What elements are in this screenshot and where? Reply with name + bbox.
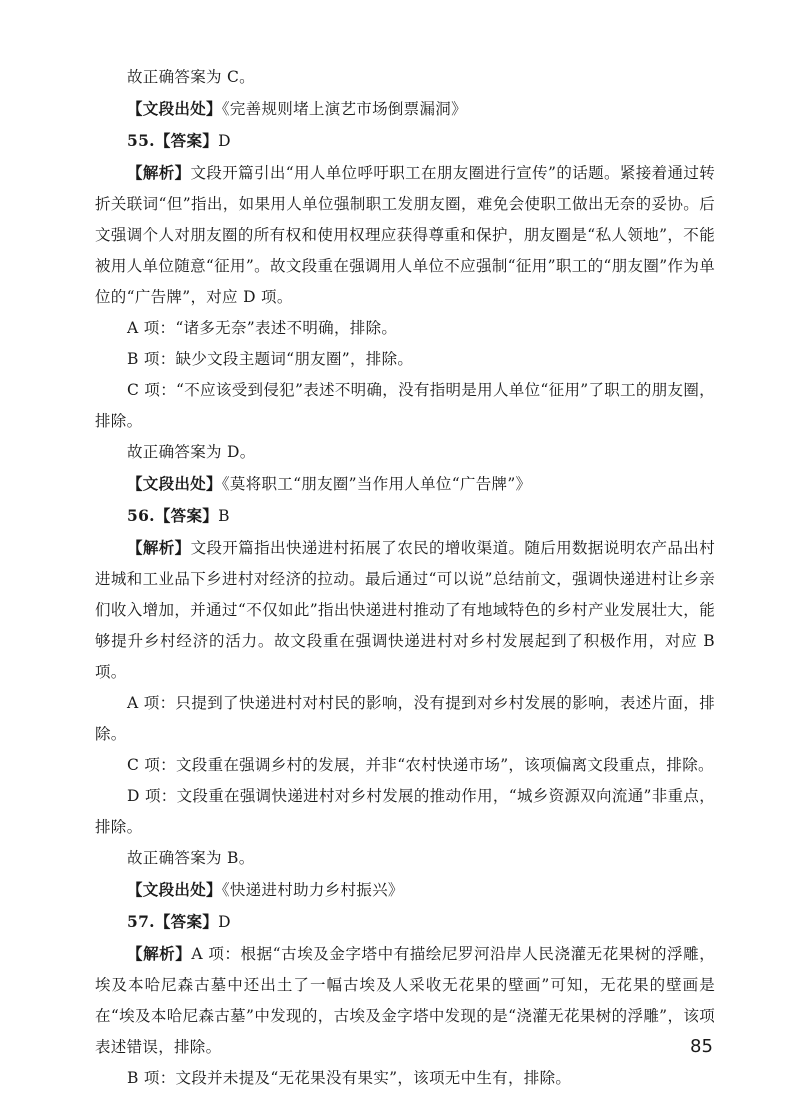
conclusion-line: 故正确答案为 C。	[127, 68, 255, 86]
analysis-paragraph-57	[95, 938, 715, 1063]
source-title: 《快递进村助力乡村振兴》	[221, 881, 404, 899]
conclusion-line: 故正确答案为 B。	[127, 849, 255, 867]
source-label: 【文段出处】	[127, 880, 222, 899]
answer-value: B	[218, 507, 230, 525]
source-label: 【文段出处】	[127, 474, 222, 493]
source-title: 《莫将职工“朋友圈”当作用人单位“广告牌”》	[221, 475, 532, 493]
source-line	[95, 93, 715, 125]
option-c-55: C 项：“不应该受到侵犯”表述不明确，没有指明是用人单位“征用”了职工的朋友圈，排除。	[95, 381, 715, 430]
analysis-paragraph-56	[95, 532, 715, 688]
source-label: 【文段出处】	[127, 99, 222, 118]
source-title: 《完善规则堵上演艺市场倒票漏洞》	[221, 100, 467, 118]
analysis-label: 【解析】	[127, 538, 191, 557]
analysis-paragraph-55	[95, 157, 715, 313]
option-d-56: D 项：文段重在强调快递进村对乡村发展的推动作用，“城乡资源双向流通”非重点，排除。	[95, 787, 715, 836]
analysis-text: A 项：根据“古埃及金字塔中有描绘尼罗河沿岸人民浇灌无花果树的浮雕，埃及本哈尼森古墓中还出土了一幅古埃及人采收无花果的壁画”可知，无花果的壁画是在“埃及本哈尼森古墓”中发现的，古埃及金字塔中发现的是“浇灌无花果树的浮雕”，该项表述错误，排除。	[95, 945, 716, 1056]
option-a-55: A 项：“诸多无奈”表述不明确，排除。	[127, 319, 398, 337]
option-b-55: B 项：缺少文段主题词“朋友圈”，排除。	[127, 350, 414, 368]
option-b-57: B 项：文段并未提及“无花果没有果实”，该项无中生有，排除。	[127, 1069, 572, 1087]
answer-value: D	[218, 913, 231, 931]
conclusion-line: 故正确答案为 D。	[127, 443, 256, 461]
source-line	[95, 874, 715, 906]
analysis-label: 【解析】	[127, 163, 191, 182]
answer-explanations	[95, 62, 715, 1094]
answer-value: D	[218, 132, 231, 150]
answer-heading-56	[95, 500, 715, 532]
answer-heading-57	[95, 906, 715, 938]
answer-label: 57.【答案】	[127, 912, 219, 931]
source-line	[95, 468, 715, 500]
analysis-text: 文段开篇指出快递进村拓展了农民的增收渠道。随后用数据说明农产品出村进城和工业品下乡进村对经济的拉动。最后通过“可以说”总结前文，强调快递进村让乡亲们收入增加，并通过“不仅如此”指出快递进村推动了有地域特色的乡村产业发展壮大，能够提升乡村经济的活力。故文段重在强调快递进村对乡村发展起到了积极作用，对应 B 项。	[95, 539, 715, 681]
answer-heading-55	[95, 125, 715, 157]
option-c-56: C 项：文段重在强调乡村的发展，并非“农村快递市场”，该项偏离文段重点，排除。	[127, 756, 714, 774]
answer-label: 55.【答案】	[127, 131, 219, 150]
analysis-label: 【解析】	[127, 944, 192, 963]
page-number: 85	[690, 1036, 713, 1057]
option-a-56: A 项：只提到了快递进村对村民的影响，没有提到对乡村发展的影响，表述片面，排除。	[95, 694, 715, 743]
answer-label: 56.【答案】	[127, 506, 219, 525]
analysis-text: 文段开篇引出“用人单位呼吁职工在朋友圈进行宣传”的话题。紧接着通过转折关联词“但”指出，如果用人单位强制职工发朋友圈，难免会使职工做出无奈的妥协。后文强调个人对朋友圈的所有权和使用权理应获得尊重和保护，朋友圈是“私人领地”，不能被用人单位随意“征用”。故文段重在强调用人单位不应强制“征用”职工的“朋友圈”作为单位的“广告牌”，对应 D 项。	[95, 164, 715, 306]
